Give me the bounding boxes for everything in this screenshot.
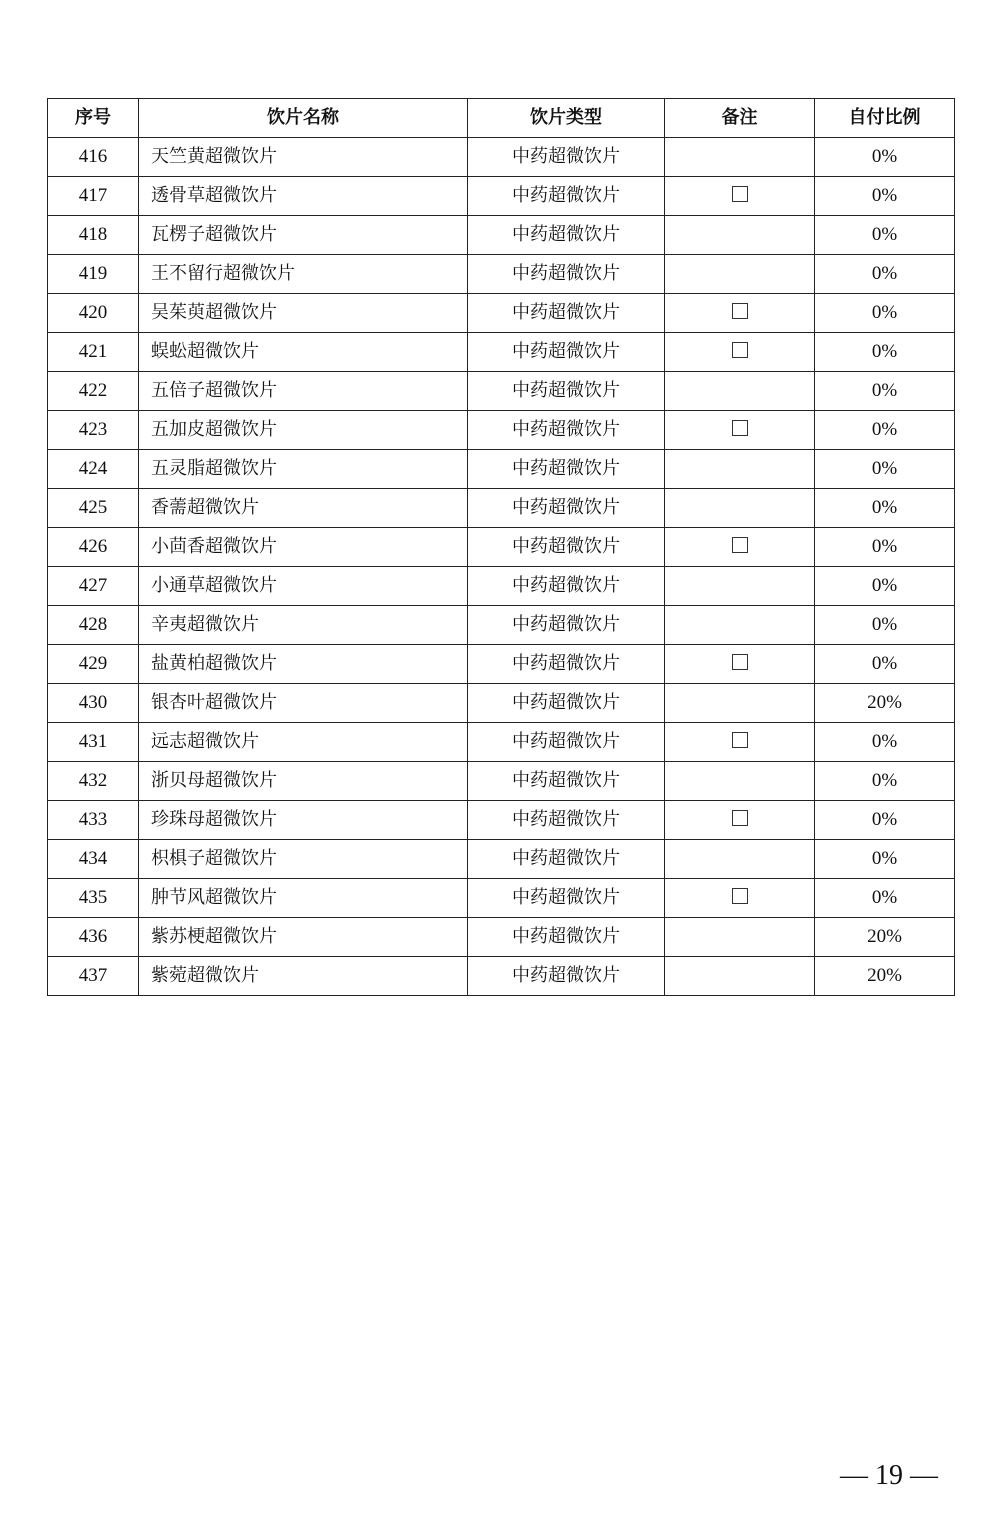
drug-type: 中药超微饮片 <box>468 840 665 879</box>
row-number: 424 <box>48 450 139 489</box>
row-number: 422 <box>48 372 139 411</box>
note-cell <box>665 255 815 294</box>
table-body <box>48 138 955 996</box>
note-cell <box>665 606 815 645</box>
checkbox-icon <box>732 810 748 826</box>
self-pay-ratio: 0% <box>815 762 955 801</box>
drug-type: 中药超微饮片 <box>468 138 665 177</box>
self-pay-ratio: 0% <box>815 528 955 567</box>
self-pay-ratio: 0% <box>815 489 955 528</box>
self-pay-ratio: 20% <box>815 918 955 957</box>
drug-type: 中药超微饮片 <box>468 333 665 372</box>
header-ratio: 自付比例 <box>815 99 955 138</box>
row-number: 431 <box>48 723 139 762</box>
table-row <box>48 645 955 684</box>
table-header-row <box>48 99 955 138</box>
table-row <box>48 567 955 606</box>
drug-type: 中药超微饮片 <box>468 216 665 255</box>
table-row <box>48 840 955 879</box>
drug-type: 中药超微饮片 <box>468 957 665 996</box>
self-pay-ratio: 0% <box>815 450 955 489</box>
drug-name: 盐黄柏超微饮片 <box>139 645 468 684</box>
table-row <box>48 606 955 645</box>
table-row <box>48 801 955 840</box>
row-number: 434 <box>48 840 139 879</box>
row-number: 417 <box>48 177 139 216</box>
note-cell <box>665 450 815 489</box>
drug-type: 中药超微饮片 <box>468 255 665 294</box>
checkbox-icon <box>732 732 748 748</box>
drug-type: 中药超微饮片 <box>468 411 665 450</box>
table-row <box>48 333 955 372</box>
note-cell <box>665 957 815 996</box>
note-cell <box>665 762 815 801</box>
note-cell <box>665 138 815 177</box>
table-row <box>48 255 955 294</box>
note-cell <box>665 879 815 918</box>
table-row <box>48 918 955 957</box>
row-number: 430 <box>48 684 139 723</box>
table-row <box>48 138 955 177</box>
note-cell <box>665 645 815 684</box>
row-number: 427 <box>48 567 139 606</box>
table-row <box>48 411 955 450</box>
drug-name: 吴茱萸超微饮片 <box>139 294 468 333</box>
drug-name: 银杏叶超微饮片 <box>139 684 468 723</box>
checkbox-icon <box>732 186 748 202</box>
drug-type: 中药超微饮片 <box>468 567 665 606</box>
row-number: 421 <box>48 333 139 372</box>
checkbox-icon <box>732 420 748 436</box>
table-row <box>48 450 955 489</box>
drug-name: 蜈蚣超微饮片 <box>139 333 468 372</box>
drug-name: 肿节风超微饮片 <box>139 879 468 918</box>
drug-name: 香薷超微饮片 <box>139 489 468 528</box>
drug-type: 中药超微饮片 <box>468 294 665 333</box>
self-pay-ratio: 0% <box>815 177 955 216</box>
note-cell <box>665 216 815 255</box>
note-cell <box>665 528 815 567</box>
table-row <box>48 762 955 801</box>
note-cell <box>665 411 815 450</box>
drug-name: 紫菀超微饮片 <box>139 957 468 996</box>
header-type: 饮片类型 <box>468 99 665 138</box>
row-number: 433 <box>48 801 139 840</box>
drug-type: 中药超微饮片 <box>468 918 665 957</box>
self-pay-ratio: 0% <box>815 723 955 762</box>
note-cell <box>665 489 815 528</box>
note-cell <box>665 840 815 879</box>
row-number: 416 <box>48 138 139 177</box>
checkbox-icon <box>732 654 748 670</box>
row-number: 426 <box>48 528 139 567</box>
table-row <box>48 723 955 762</box>
drug-type: 中药超微饮片 <box>468 372 665 411</box>
self-pay-ratio: 0% <box>815 294 955 333</box>
header-name: 饮片名称 <box>139 99 468 138</box>
note-cell <box>665 294 815 333</box>
self-pay-ratio: 0% <box>815 879 955 918</box>
row-number: 429 <box>48 645 139 684</box>
row-number: 435 <box>48 879 139 918</box>
drug-type: 中药超微饮片 <box>468 645 665 684</box>
drug-name: 瓦楞子超微饮片 <box>139 216 468 255</box>
drug-type: 中药超微饮片 <box>468 606 665 645</box>
checkbox-icon <box>732 888 748 904</box>
self-pay-ratio: 0% <box>815 333 955 372</box>
table-row <box>48 177 955 216</box>
drug-name: 透骨草超微饮片 <box>139 177 468 216</box>
row-number: 437 <box>48 957 139 996</box>
self-pay-ratio: 0% <box>815 216 955 255</box>
self-pay-ratio: 20% <box>815 957 955 996</box>
drug-name: 天竺黄超微饮片 <box>139 138 468 177</box>
table-row <box>48 216 955 255</box>
self-pay-ratio: 0% <box>815 801 955 840</box>
self-pay-ratio: 0% <box>815 840 955 879</box>
drug-name: 五倍子超微饮片 <box>139 372 468 411</box>
table-row <box>48 528 955 567</box>
self-pay-ratio: 0% <box>815 645 955 684</box>
row-number: 423 <box>48 411 139 450</box>
self-pay-ratio: 0% <box>815 372 955 411</box>
self-pay-ratio: 0% <box>815 606 955 645</box>
drug-name: 小通草超微饮片 <box>139 567 468 606</box>
note-cell <box>665 684 815 723</box>
header-no: 序号 <box>48 99 139 138</box>
checkbox-icon <box>732 342 748 358</box>
drug-type: 中药超微饮片 <box>468 528 665 567</box>
self-pay-ratio: 0% <box>815 255 955 294</box>
row-number: 420 <box>48 294 139 333</box>
drug-name: 王不留行超微饮片 <box>139 255 468 294</box>
page-number: — 19 — <box>840 1460 938 1491</box>
table-row <box>48 294 955 333</box>
note-cell <box>665 372 815 411</box>
drug-type: 中药超微饮片 <box>468 177 665 216</box>
drug-name: 枳椇子超微饮片 <box>139 840 468 879</box>
drug-name: 紫苏梗超微饮片 <box>139 918 468 957</box>
drug-type: 中药超微饮片 <box>468 879 665 918</box>
drug-type: 中药超微饮片 <box>468 684 665 723</box>
table-row <box>48 489 955 528</box>
drug-name: 浙贝母超微饮片 <box>139 762 468 801</box>
row-number: 428 <box>48 606 139 645</box>
drug-type: 中药超微饮片 <box>468 762 665 801</box>
table-row <box>48 372 955 411</box>
drug-name: 远志超微饮片 <box>139 723 468 762</box>
self-pay-ratio: 0% <box>815 138 955 177</box>
drug-type: 中药超微饮片 <box>468 489 665 528</box>
drug-name: 五灵脂超微饮片 <box>139 450 468 489</box>
row-number: 425 <box>48 489 139 528</box>
note-cell <box>665 177 815 216</box>
drug-name: 珍珠母超微饮片 <box>139 801 468 840</box>
drug-table <box>47 98 955 996</box>
header-note: 备注 <box>665 99 815 138</box>
drug-type: 中药超微饮片 <box>468 801 665 840</box>
drug-name: 辛夷超微饮片 <box>139 606 468 645</box>
checkbox-icon <box>732 537 748 553</box>
row-number: 432 <box>48 762 139 801</box>
drug-name: 小茴香超微饮片 <box>139 528 468 567</box>
drug-table-container <box>47 98 954 996</box>
drug-type: 中药超微饮片 <box>468 723 665 762</box>
drug-type: 中药超微饮片 <box>468 450 665 489</box>
self-pay-ratio: 0% <box>815 411 955 450</box>
table-row <box>48 957 955 996</box>
row-number: 436 <box>48 918 139 957</box>
self-pay-ratio: 20% <box>815 684 955 723</box>
self-pay-ratio: 0% <box>815 567 955 606</box>
note-cell <box>665 567 815 606</box>
table-row <box>48 879 955 918</box>
note-cell <box>665 333 815 372</box>
row-number: 419 <box>48 255 139 294</box>
table-row <box>48 684 955 723</box>
note-cell <box>665 723 815 762</box>
row-number: 418 <box>48 216 139 255</box>
note-cell <box>665 801 815 840</box>
checkbox-icon <box>732 303 748 319</box>
drug-name: 五加皮超微饮片 <box>139 411 468 450</box>
note-cell <box>665 918 815 957</box>
